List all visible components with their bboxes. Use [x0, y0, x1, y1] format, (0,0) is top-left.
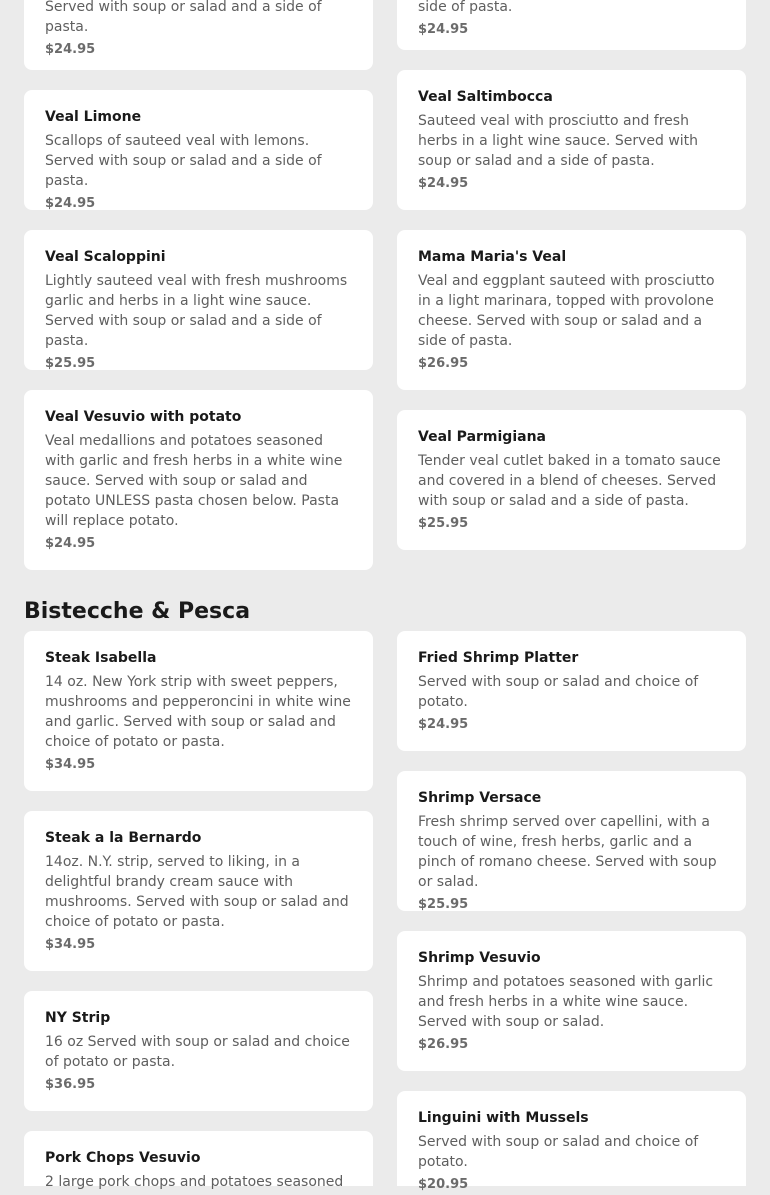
item-price: $34.95	[45, 937, 96, 952]
item-name: Steak Isabella	[45, 650, 157, 666]
item-name: Veal Limone	[45, 109, 142, 125]
item-description: Veal medallions and potatoes seasoned with garlic and fresh herbs in a white wine sauce. Served with soup or salad and potato UNLESS pasta chosen below. Pasta will replace potato.	[45, 433, 343, 529]
item-description: Served with soup or salad and choice of potato.	[418, 1134, 699, 1170]
item-description: 14 oz. New York strip with sweet peppers, mushrooms and pepperoncini in white wine and garlic. Served with soup or salad and choice of potato or pasta.	[45, 674, 351, 750]
item-description: Veal and eggplant sauteed with prosciutto in a light marinara, topped with provolone cheese. Served with soup or salad and a side of pasta.	[418, 273, 715, 349]
item-name: Veal Saltimbocca	[418, 89, 553, 105]
item-price: $24.95	[45, 42, 96, 57]
item-description: Lightly sauteed veal with fresh mushrooms garlic and herbs in a light wine sauce. Served with soup or salad and a side of pasta.	[45, 273, 348, 349]
item-description: Served with soup or salad and a side of pasta.	[45, 0, 322, 35]
item-description: 16 oz Served with soup or salad and choice of potato or pasta.	[45, 1034, 350, 1070]
menu-item-card[interactable]	[24, 230, 373, 370]
menu-item-card[interactable]	[24, 811, 373, 971]
item-description: Shrimp and potatoes seasoned with garlic and fresh herbs in a white wine sauce. Served with soup or salad.	[418, 974, 714, 1030]
item-name: Linguini with Mussels	[418, 1110, 589, 1126]
menu-item-card[interactable]	[24, 390, 373, 570]
item-name: Veal Scaloppini	[45, 249, 166, 265]
item-name: Pork Chops Vesuvio	[45, 1150, 201, 1166]
item-price: $26.95	[418, 1037, 469, 1052]
item-price: $36.95	[45, 1077, 96, 1092]
item-name: Shrimp Vesuvio	[418, 950, 541, 966]
menu-item-card[interactable]	[397, 410, 746, 550]
menu-item-card[interactable]	[24, 90, 373, 210]
item-price: $26.95	[418, 356, 469, 371]
item-name: Veal Vesuvio with potato	[45, 409, 242, 425]
menu-item-card[interactable]	[24, 991, 373, 1111]
menu-item-card[interactable]	[397, 1091, 746, 1192]
item-description: 14oz. N.Y. strip, served to liking, in a delightful brandy cream sauce with mushrooms. Served with soup or salad and choice of potato or pasta.	[45, 854, 349, 930]
item-description: side of pasta.	[418, 0, 513, 15]
item-price: $25.95	[418, 516, 469, 531]
item-price: $24.95	[45, 536, 96, 551]
menu-item-card[interactable]	[397, 0, 746, 50]
menu-item-card[interactable]	[397, 931, 746, 1071]
item-description: Fresh shrimp served over capellini, with a touch of wine, fresh herbs, garlic and a pinch of romano cheese. Served with soup or salad.	[418, 814, 717, 890]
section-title: Bistecche & Pesca	[24, 599, 251, 624]
item-description: 2 large pork chops and potatoes seasoned	[45, 1174, 344, 1190]
item-description: Served with soup or salad and choice of potato.	[418, 674, 699, 710]
item-name: Shrimp Versace	[418, 790, 542, 806]
item-description: Sauteed veal with prosciutto and fresh herbs in a light wine sauce. Served with soup or salad and a side of pasta.	[418, 113, 699, 169]
item-price: $25.95	[418, 897, 469, 912]
item-name: Mama Maria's Veal	[418, 249, 567, 265]
item-name: Fried Shrimp Platter	[418, 650, 579, 666]
item-price: $34.95	[45, 757, 96, 772]
menu-item-card[interactable]	[24, 631, 373, 791]
item-description: Tender veal cutlet baked in a tomato sauce and covered in a blend of cheeses. Served with soup or salad and a side of pasta.	[418, 453, 721, 509]
item-price: $24.95	[418, 717, 469, 732]
menu-item-card[interactable]	[24, 0, 373, 70]
item-name: Steak a la Bernardo	[45, 830, 202, 846]
menu-item-card[interactable]	[24, 1131, 373, 1190]
item-name: NY Strip	[45, 1010, 111, 1026]
item-name: Veal Parmigiana	[418, 429, 546, 445]
item-description: Scallops of sauteed veal with lemons. Served with soup or salad and a side of pasta.	[45, 133, 322, 189]
menu-item-card[interactable]	[397, 771, 746, 911]
menu-item-card[interactable]	[397, 230, 746, 390]
item-price: $20.95	[418, 1177, 469, 1192]
item-price: $24.95	[418, 176, 469, 191]
item-price: $24.95	[45, 196, 96, 211]
item-price: $25.95	[45, 356, 96, 371]
menu-item-card[interactable]	[397, 70, 746, 210]
menu-item-card[interactable]	[397, 631, 746, 751]
item-price: $24.95	[418, 22, 469, 37]
